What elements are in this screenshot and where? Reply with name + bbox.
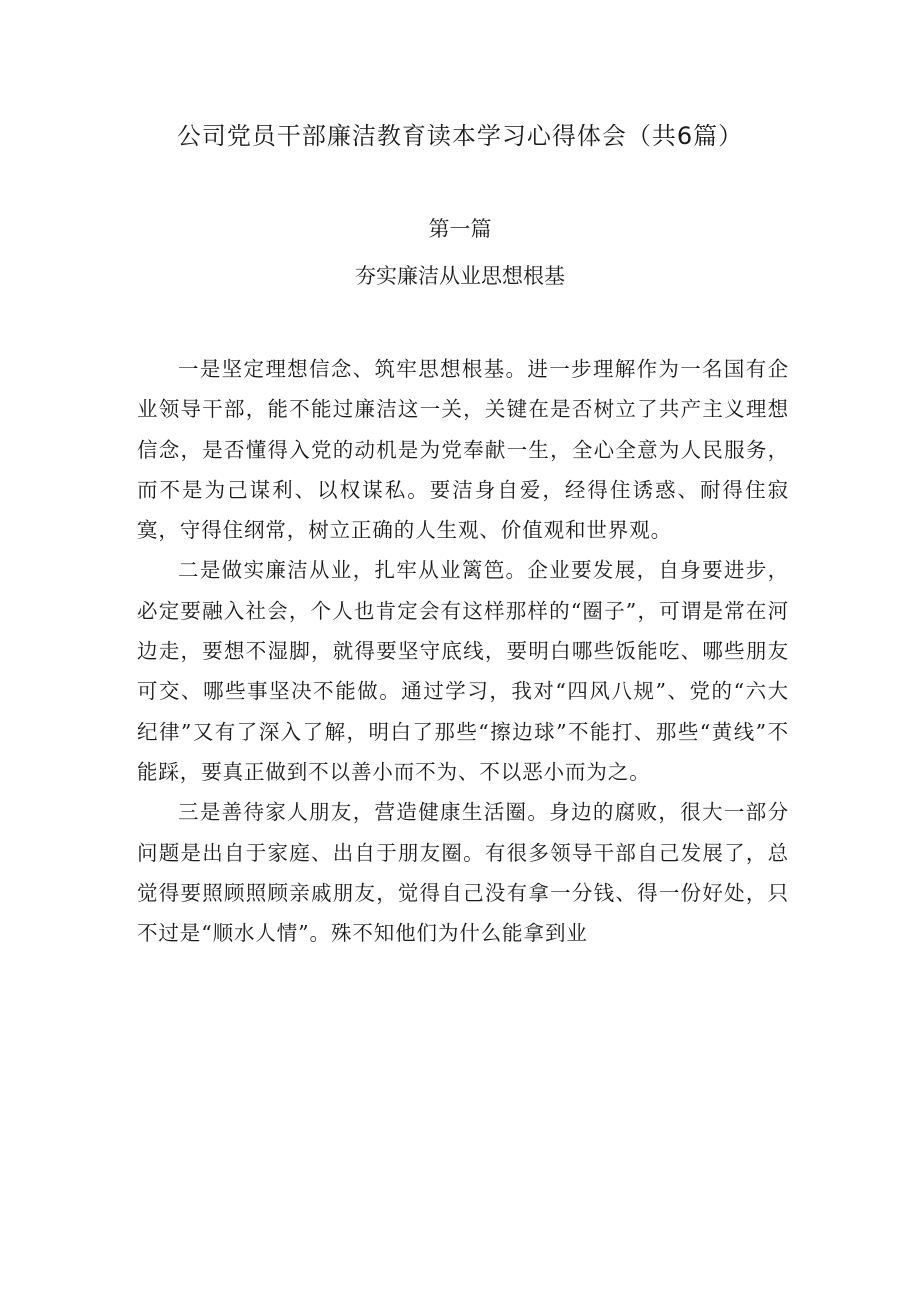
section-title: 夯实廉洁从业思想根基 (355, 264, 565, 288)
document-title: 公司党员干部廉洁教育读本学习心得体会（共6篇） (176, 122, 744, 150)
paragraph-1: 一是坚定理想信念、筑牢思想根基。进一步理解作为一名国有企业领导干部，能不能过廉洁这一关，关键在是否树立了共产主义理想信念，是否懂得入党的动机是为党奉献一生，全心全意为人民服务，而不是为己谋利、以权谋私。要洁身自爱，经得住诱惑、耐得住寂寞，守得住纲常，树立正确的人生观、价值观和世界观。 (137, 357, 789, 543)
section-number: 第一篇 (428, 217, 492, 241)
document-body (137, 349, 789, 953)
paragraph-3: 三是善待家人朋友，营造健康生活圈。身边的腐败，很大一部分问题是出自于家庭、出自于朋友圈。有很多领导干部自己发展了，总觉得要照顾照顾亲戚朋友，觉得自己没有拿一分钱、得一份好处，只不过是“顺水人情”。殊不知他们为什么能拿到业 (137, 800, 789, 946)
paragraph-2: 二是做实廉洁从业，扎牢从业篱笆。企业要发展，自身要进步，必定要融入社会，个人也肯定会有这样那样的“圈子”，可谓是常在河边走，要想不湿脚，就得要坚守底线，要明白哪些饭能吃、哪些朋友可交、哪些事坚决不能做。通过学习，我对“四风八规”、党的“六大纪律”又有了深入了解，明白了那些“擦边球”不能打、那些“黄线”不能踩，要真正做到不以善小而不为、不以恶小而为之。 (137, 558, 789, 784)
